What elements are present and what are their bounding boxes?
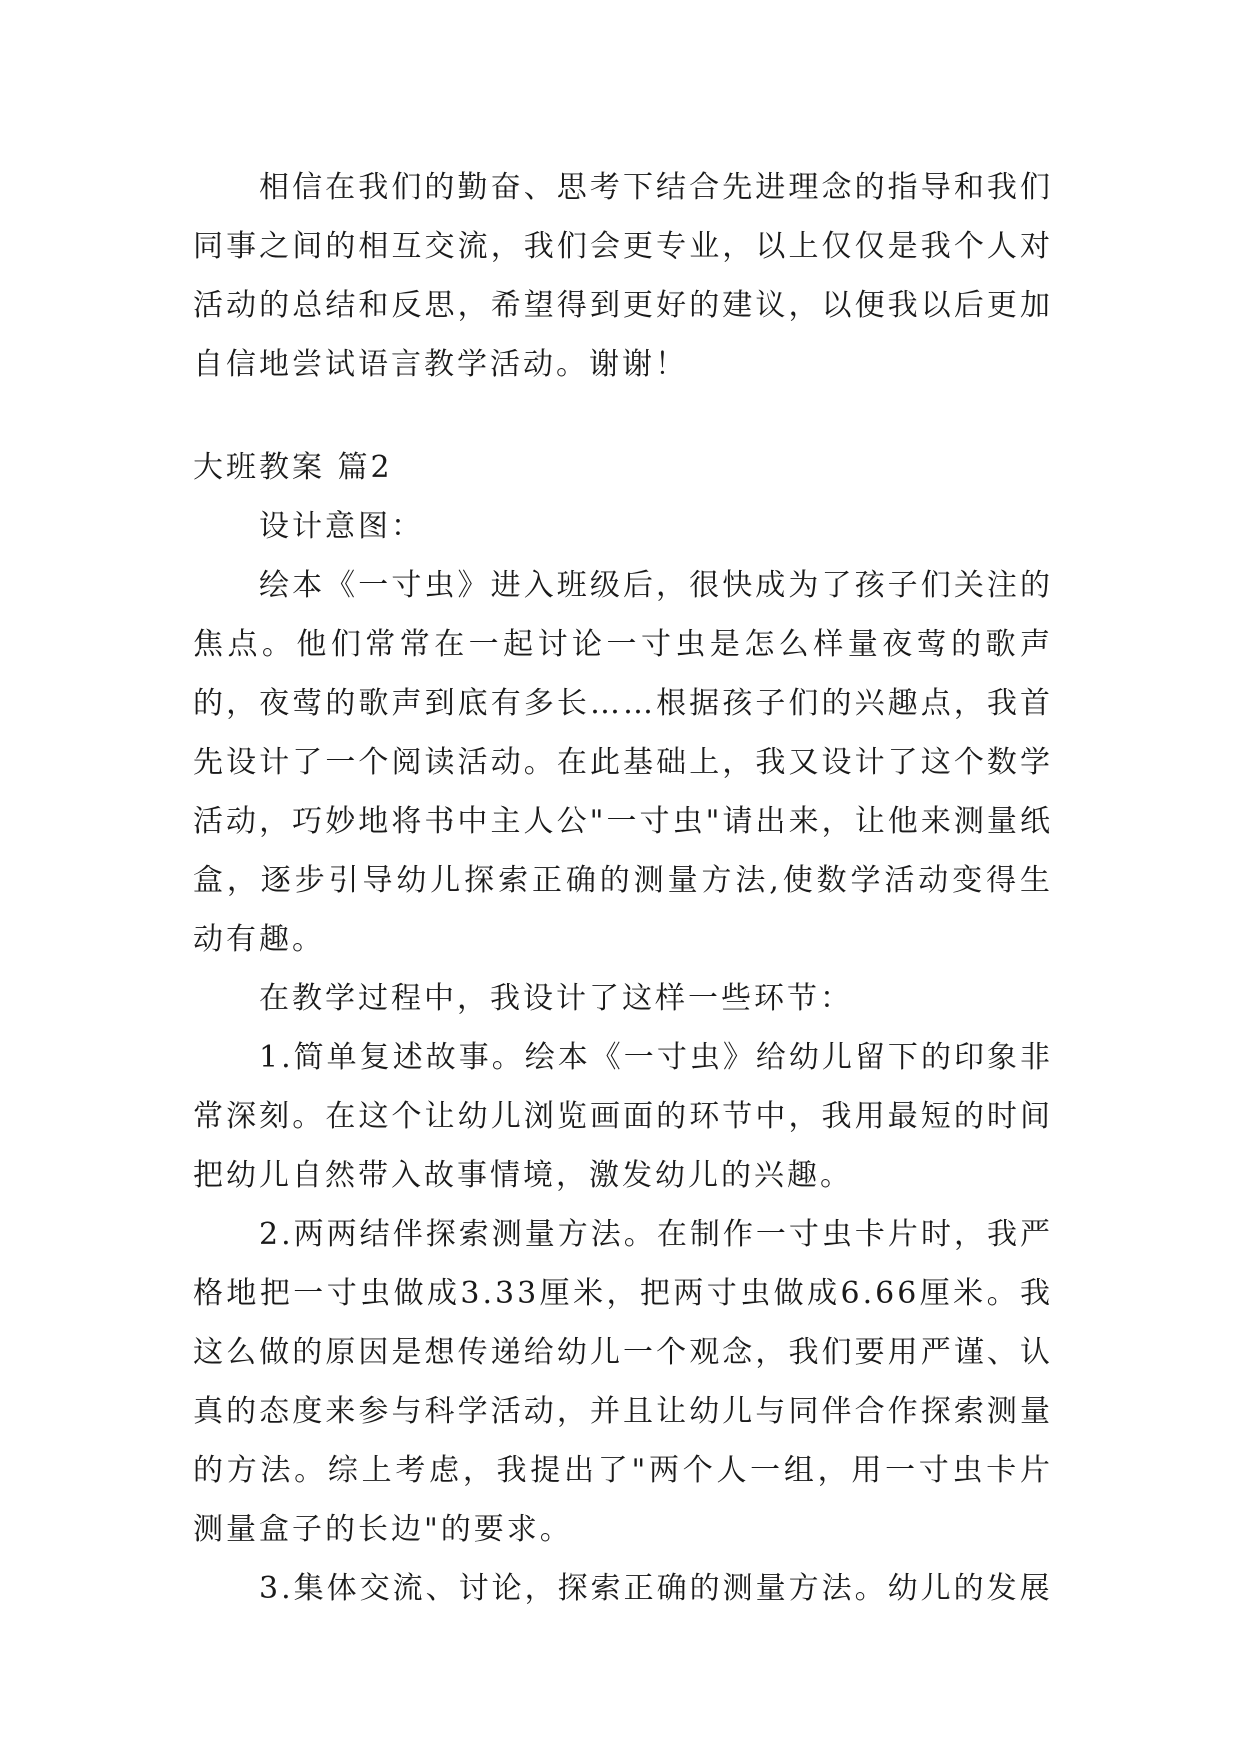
intro-paragraph: 相信在我们的勤奋、思考下结合先进理念的指导和我们同事之间的相互交流，我们会更专业，以上仅仅是我个人对活动的总结和反思，希望得到更好的建议，以便我以后更加自信地尝试语言教学活动。谢谢！ (193, 170, 1053, 382)
section-title: 大班教案 篇2 (193, 450, 393, 485)
body-paragraph: 在教学过程中，我设计了这样一些环节： (259, 981, 853, 1016)
body-paragraph: 1.简单复述故事。绘本《一寸虫》给幼儿留下的印象非常深刻。在这个让幼儿浏览画面的环节中，我用最短的时间把幼儿自然带入故事情境，激发幼儿的兴趣。 (193, 1040, 1053, 1193)
body-paragraph: 绘本《一寸虫》进入班级后，很快成为了孩子们关注的焦点。他们常常在一起讨论一寸虫是怎么样量夜莺的歌声的，夜莺的歌声到底有多长……根据孩子们的兴趣点，我首先设计了一个阅读活动。在此基础上，我又设计了这个数学活动，巧妙地将书中主人公"一寸虫"请出来，让他来测量纸盒，逐步引导幼儿探索正确的测量方法,使数学活动变得生动有趣。 (193, 568, 1053, 957)
body-paragraph: 3.集体交流、讨论，探索正确的测量方法。幼儿的发展 (259, 1571, 1053, 1606)
design-intent-label: 设计意图： (259, 509, 424, 544)
document-body (193, 158, 1053, 1618)
body-paragraph: 2.两两结伴探索测量方法。在制作一寸虫卡片时，我严格地把一寸虫做成3.33厘米，把两寸虫做成6.66厘米。我这么做的原因是想传递给幼儿一个观念，我们要用严谨、认真的态度来参与科学活动，并且让幼儿与同伴合作探索测量的方法。综上考虑，我提出了"两个人一组，用一寸虫卡片测量盒子的长边"的要求。 (193, 1217, 1053, 1547)
